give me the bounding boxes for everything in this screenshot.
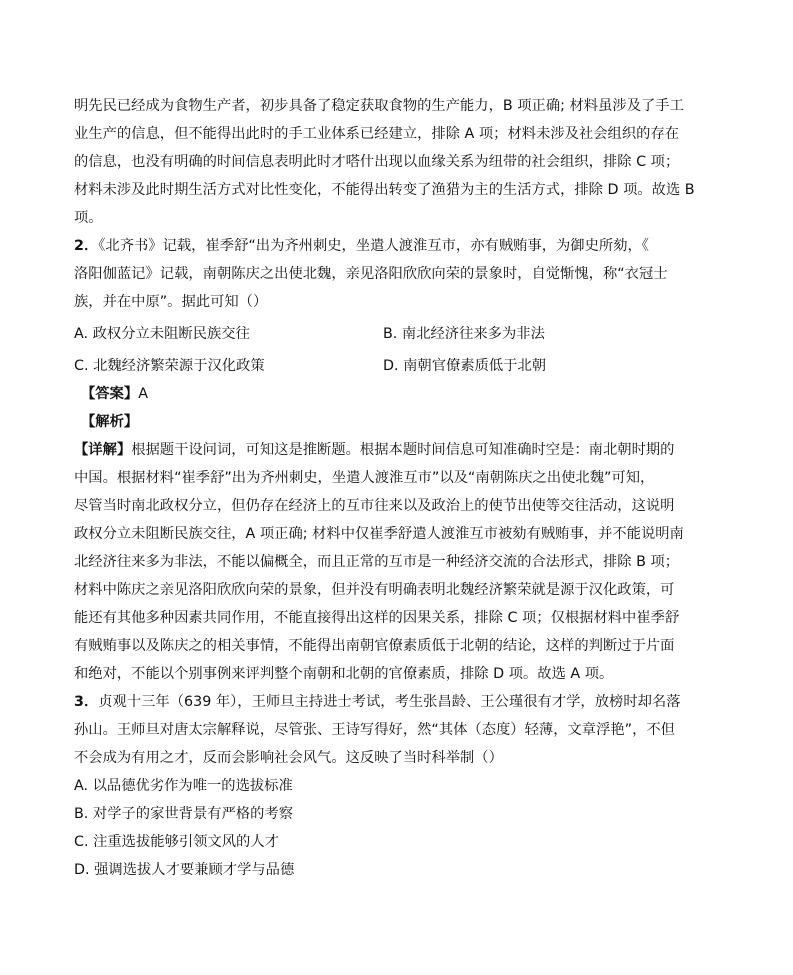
question-3: [74, 688, 681, 884]
text-line: 材料未涉及此时期生活方式对比性变化，不能得出转变了渔猎为主的生活方式，排除 D 项。故选 B: [74, 182, 695, 198]
detail-line: 政权分立未阻断民族交往，A 项正确; 材料中仅崔季舒遣人渡淮互市被劾有贼贿事，并不能说明南: [74, 526, 684, 542]
detail-label: 【详解】: [74, 442, 132, 458]
detail-text: 根据题干设问词，可知这是推断题。根据本题时间信息可知准确时空是：南北朝时期的: [131, 442, 675, 458]
question-stem-line: 不会成为有用之才，反而会影响社会风气。这反映了当时科举制（）: [74, 750, 503, 766]
question-stem-line: 孙山。王师旦对唐太宗解释说，尽管张、王诗写得好，然“其体（态度）轻薄，文章浮艳”，不但: [74, 722, 675, 738]
detail-line: [74, 436, 674, 464]
detail-line: 和绝对，不能以个别事例来评判整个南朝和北朝的官僚素质，排除 D 项。故选 A 项。: [74, 666, 614, 682]
option-b: B. 对学子的家世背景有严格的考察: [74, 806, 294, 822]
question-stem-line: 族，并在中原”。据此可知（）: [74, 294, 268, 310]
answer-line: [74, 380, 674, 408]
detail-line: 尽管当时南北政权分立，但仍存在经济上的互市往来以及政治上的使节出使等交往活动，这说明: [74, 498, 675, 514]
question-stem-line: 洛阳伽蓝记》记载，南朝陈庆之出使北魏，亲见洛阳欣欣向荣的景象时，自觉惭愧，称“衣冠士: [74, 266, 668, 282]
question-stem-line: [74, 232, 674, 260]
answer-value: A: [138, 386, 148, 402]
text-line: 业生产的信息，但不能得出此时的手工业体系已经建立，排除 A 项；材料未涉及社会组织的存在: [74, 126, 680, 142]
detail-line: 有贼贿事以及陈庆之的相关事情，不能得出南朝官僚素质低于北朝的结论，这样的判断过于片面: [74, 638, 675, 654]
question-stem-line: [74, 688, 681, 716]
option-d: D. 南朝官僚素质低于北朝: [383, 358, 547, 374]
analysis-line: [74, 408, 674, 436]
detail-line: 中国。根据材料“崔季舒”出为齐州刺史，坐遣人渡淮互市”以及“南朝陈庆之出使北魏”可知，: [74, 470, 655, 486]
option-d: D. 强调选拔人才要兼顾才学与品德: [74, 862, 295, 878]
question-stem-text: 贞观十三年（639 年），王师旦主持进士考试，考生张昌龄、王公瑾很有才学，放榜时却名落: [98, 694, 681, 710]
previous-explanation: [74, 92, 695, 232]
question-2: [74, 232, 684, 688]
option-a: A. 政权分立未阻断民族交往: [74, 326, 250, 342]
question-number: 3．: [74, 694, 99, 710]
question-number: 2．: [74, 238, 99, 254]
option-c: C. 北魏经济繁荣源于汉化政策: [74, 358, 265, 374]
answer-label: 【答案】: [81, 386, 139, 402]
option-a: A. 以品德优劣作为唯一的选拔标准: [74, 778, 293, 794]
text-line: 项。: [74, 210, 103, 226]
text-line: 的信息，也没有明确的时间信息表明此时才嗒什出现以血缘关系为纽带的社会组织，排除 C 项；: [74, 154, 680, 170]
analysis-label: 【解析】: [81, 414, 139, 430]
option-row: [74, 352, 674, 380]
option-c: C. 注重选拔能够引领文风的人才: [74, 834, 279, 850]
option-row: [74, 320, 674, 348]
text-line: 明先民已经成为食物生产者，初步具备了稳定获取食物的生产能力，B 项正确; 材料虽涉及了手工: [74, 98, 684, 114]
question-stem-text: 《北齐书》记载，崔季舒“出为齐州刺史，坐遣人渡淮互市，亦有贼贿事，为御史所劾，《: [98, 238, 649, 254]
detail-line: 材料中陈庆之亲见洛阳欣欣向荣的景象，但并没有明确表明北魏经济繁荣就是源于汉化政策，可: [74, 582, 675, 598]
detail-line: 北经济往来多为非法，不能以偏概全，而且正常的互市是一种经济交流的合法形式，排除 B 项；: [74, 554, 680, 570]
option-b: B. 南北经济往来多为非法: [383, 326, 545, 342]
document-content: [74, 92, 695, 884]
detail-line: 能还有其他多种因素共同作用，不能直接得出这样的因果关系，排除 C 项；仅根据材料中崔季舒: [74, 610, 680, 626]
